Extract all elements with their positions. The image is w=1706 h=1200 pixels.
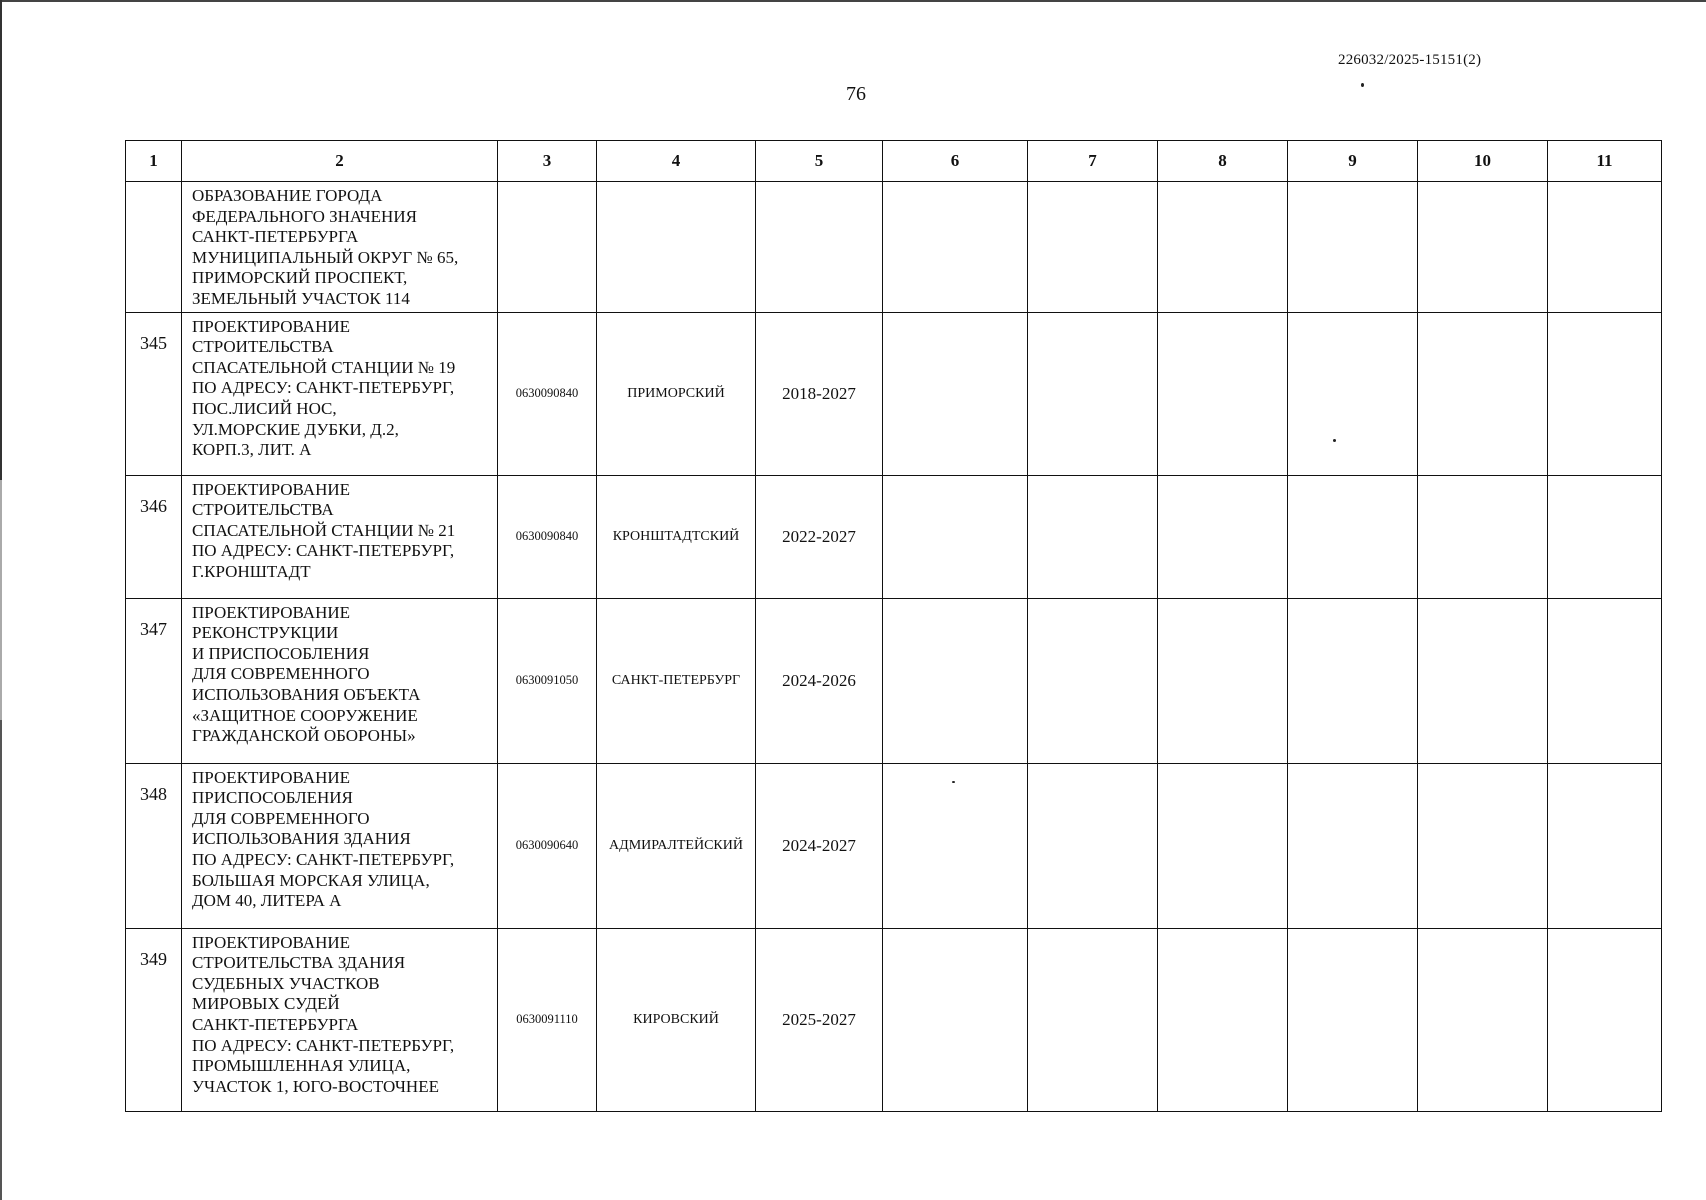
budget-code: 0630091110 bbox=[498, 928, 597, 1111]
period: 2022-2027 bbox=[756, 475, 883, 598]
empty-cell bbox=[1158, 928, 1288, 1111]
table-row bbox=[126, 763, 1662, 928]
budget-code bbox=[498, 182, 597, 313]
period: 2024-2027 bbox=[756, 763, 883, 928]
table-row bbox=[126, 928, 1662, 1111]
scan-speck bbox=[952, 781, 955, 783]
district: АДМИРАЛТЕЙСКИЙ bbox=[597, 763, 756, 928]
district: КИРОВСКИЙ bbox=[597, 928, 756, 1111]
empty-cell bbox=[1288, 475, 1418, 598]
column-header: 2 bbox=[182, 141, 498, 182]
empty-cell bbox=[1028, 598, 1158, 763]
document-id: 226032/2025-15151(2) bbox=[1338, 52, 1482, 68]
empty-cell bbox=[1028, 475, 1158, 598]
empty-cell bbox=[1288, 763, 1418, 928]
column-header: 1 bbox=[126, 141, 182, 182]
column-header: 11 bbox=[1548, 141, 1662, 182]
empty-cell bbox=[1158, 312, 1288, 475]
scan-speck bbox=[1333, 439, 1336, 442]
project-name: ПРОЕКТИРОВАНИЕ СТРОИТЕЛЬСТВА ЗДАНИЯ СУДЕБНЫХ УЧАСТКОВ МИРОВЫХ СУДЕЙ САНКТ-ПЕТЕРБУРГА ПО АДРЕСУ: САНКТ-ПЕТЕРБУРГ, ПРОМЫШЛЕННАЯ УЛИЦА, УЧАСТОК 1, ЮГО-ВОСТОЧНЕЕ bbox=[182, 928, 498, 1111]
empty-cell bbox=[1158, 598, 1288, 763]
column-header: 6 bbox=[883, 141, 1028, 182]
scan-left-edge bbox=[0, 0, 2, 1200]
column-header: 10 bbox=[1418, 141, 1548, 182]
budget-code: 0630090640 bbox=[498, 763, 597, 928]
period: 2018-2027 bbox=[756, 312, 883, 475]
row-number: 345 bbox=[126, 312, 182, 475]
district: САНКТ-ПЕТЕРБУРГ bbox=[597, 598, 756, 763]
table-row bbox=[126, 312, 1662, 475]
empty-cell bbox=[1028, 312, 1158, 475]
project-name: ПРОЕКТИРОВАНИЕ СТРОИТЕЛЬСТВА СПАСАТЕЛЬНОЙ СТАНЦИИ № 19 ПО АДРЕСУ: САНКТ-ПЕТЕРБУРГ, ПОС.ЛИСИЙ НОС, УЛ.МОРСКИЕ ДУБКИ, Д.2, КОРП.3, ЛИТ. А bbox=[182, 312, 498, 475]
district bbox=[597, 182, 756, 313]
table-row bbox=[126, 598, 1662, 763]
column-number-row bbox=[126, 141, 1662, 182]
empty-cell bbox=[1418, 928, 1548, 1111]
empty-cell bbox=[883, 763, 1028, 928]
row-number: 348 bbox=[126, 763, 182, 928]
row-number: 346 bbox=[126, 475, 182, 598]
empty-cell bbox=[1158, 475, 1288, 598]
empty-cell bbox=[883, 598, 1028, 763]
district: КРОНШТАДТСКИЙ bbox=[597, 475, 756, 598]
project-name: ОБРАЗОВАНИЕ ГОРОДА ФЕДЕРАЛЬНОГО ЗНАЧЕНИЯ САНКТ-ПЕТЕРБУРГА МУНИЦИПАЛЬНЫЙ ОКРУГ № 65, ПРИМОРСКИЙ ПРОСПЕКТ, ЗЕМЕЛЬНЫЙ УЧАСТОК 114 bbox=[182, 182, 498, 313]
page-number: 76 bbox=[846, 83, 866, 105]
column-header: 4 bbox=[597, 141, 756, 182]
column-header: 7 bbox=[1028, 141, 1158, 182]
column-header: 8 bbox=[1158, 141, 1288, 182]
empty-cell bbox=[1028, 928, 1158, 1111]
empty-cell bbox=[1288, 598, 1418, 763]
scan-top-edge bbox=[0, 0, 1706, 2]
budget-code: 0630090840 bbox=[498, 475, 597, 598]
table-row bbox=[126, 182, 1662, 313]
column-header: 9 bbox=[1288, 141, 1418, 182]
empty-cell bbox=[1548, 182, 1662, 313]
empty-cell bbox=[1028, 182, 1158, 313]
budget-code: 0630090840 bbox=[498, 312, 597, 475]
empty-cell bbox=[1288, 928, 1418, 1111]
empty-cell bbox=[1028, 763, 1158, 928]
period: 2025-2027 bbox=[756, 928, 883, 1111]
row-number: 349 bbox=[126, 928, 182, 1111]
column-header: 3 bbox=[498, 141, 597, 182]
empty-cell bbox=[1158, 763, 1288, 928]
empty-cell bbox=[1418, 182, 1548, 313]
empty-cell bbox=[1288, 182, 1418, 313]
empty-cell bbox=[883, 928, 1028, 1111]
projects-table bbox=[125, 140, 1662, 1112]
project-name: ПРОЕКТИРОВАНИЕ ПРИСПОСОБЛЕНИЯ ДЛЯ СОВРЕМЕННОГО ИСПОЛЬЗОВАНИЯ ЗДАНИЯ ПО АДРЕСУ: САНКТ-ПЕТЕРБУРГ, БОЛЬШАЯ МОРСКАЯ УЛИЦА, ДОМ 40, ЛИТЕРА А bbox=[182, 763, 498, 928]
empty-cell bbox=[1418, 312, 1548, 475]
table-row bbox=[126, 475, 1662, 598]
empty-cell bbox=[1548, 312, 1662, 475]
project-name: ПРОЕКТИРОВАНИЕ РЕКОНСТРУКЦИИ И ПРИСПОСОБЛЕНИЯ ДЛЯ СОВРЕМЕННОГО ИСПОЛЬЗОВАНИЯ ОБЪЕКТА «ЗАЩИТНОЕ СООРУЖЕНИЕ ГРАЖДАНСКОЙ ОБОРОНЫ» bbox=[182, 598, 498, 763]
row-number: 347 bbox=[126, 598, 182, 763]
empty-cell bbox=[883, 475, 1028, 598]
empty-cell bbox=[1548, 475, 1662, 598]
scan-speck bbox=[1361, 83, 1364, 87]
district: ПРИМОРСКИЙ bbox=[597, 312, 756, 475]
empty-cell bbox=[1418, 763, 1548, 928]
empty-cell bbox=[1288, 312, 1418, 475]
empty-cell bbox=[883, 312, 1028, 475]
empty-cell bbox=[1548, 928, 1662, 1111]
empty-cell bbox=[883, 182, 1028, 313]
period: 2024-2026 bbox=[756, 598, 883, 763]
budget-code: 0630091050 bbox=[498, 598, 597, 763]
empty-cell bbox=[1548, 763, 1662, 928]
empty-cell bbox=[1418, 598, 1548, 763]
empty-cell bbox=[1548, 598, 1662, 763]
empty-cell bbox=[1418, 475, 1548, 598]
project-name: ПРОЕКТИРОВАНИЕ СТРОИТЕЛЬСТВА СПАСАТЕЛЬНОЙ СТАНЦИИ № 21 ПО АДРЕСУ: САНКТ-ПЕТЕРБУРГ, Г.КРОНШТАДТ bbox=[182, 475, 498, 598]
row-number bbox=[126, 182, 182, 313]
period bbox=[756, 182, 883, 313]
empty-cell bbox=[1158, 182, 1288, 313]
column-header: 5 bbox=[756, 141, 883, 182]
